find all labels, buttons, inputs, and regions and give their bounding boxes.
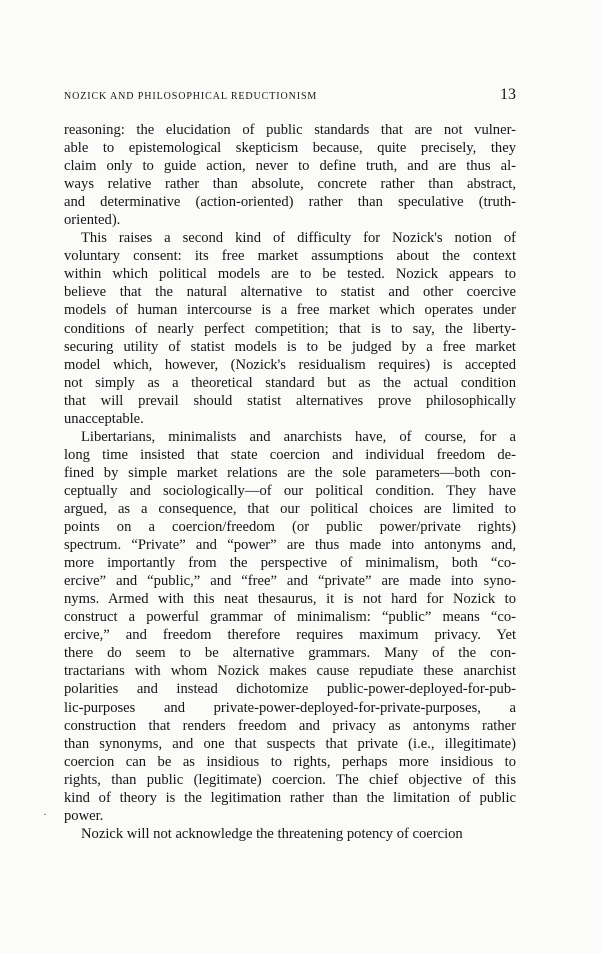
page-number: 13 [500, 86, 516, 103]
paragraph [64, 229, 516, 428]
text-line: model which, however, (Nozick's residualism requires) is accepted [64, 356, 516, 373]
text-line: ercive,” and freedom therefore requires maximum privacy. Yet [64, 627, 516, 644]
text-line: construction that renders freedom and privacy as antonyms rather [64, 717, 516, 734]
text-line: believe that the natural alternative to statist and other coercive [64, 284, 516, 301]
text-line: securing utility of statist models is to be judged by a free market [64, 338, 516, 355]
text-line: more importantly from the perspective of minimalism, both “co- [64, 555, 516, 572]
text-line: unacceptable. [64, 410, 144, 427]
text-line: power. [64, 807, 104, 824]
text-line: nyms. Armed with this neat thesaurus, it is not hard for Nozick to [64, 591, 516, 608]
text-line: coercion can be as insidious to rights, perhaps more insidious to [64, 753, 516, 770]
text-line: Libertarians, minimalists and anarchists have, of course, for a [81, 428, 516, 445]
text-line: models of human intercourse is a free market which operates under [64, 302, 516, 319]
text-line: and determinative (action-oriented) rather than speculative (truth- [64, 194, 516, 211]
running-head: NOZICK AND PHILOSOPHICAL REDUCTIONISM [64, 91, 318, 102]
text-line: spectrum. “Private” and “power” are thus made into antonyms and, [64, 537, 516, 554]
paragraph [64, 428, 516, 825]
text-line: construct a powerful grammar of minimalism: “public” means “co- [64, 609, 516, 626]
text-line: than synonyms, and one that suspects that private (i.e., illegitimate) [64, 735, 516, 752]
body-text [64, 121, 516, 843]
text-line: not simply as a theoretical standard but as the actual condition [64, 374, 516, 391]
text-line: ways relative rather than absolute, concrete rather than abstract, [64, 176, 516, 193]
text-line: lic-purposes and private-power-deployed-for-private-purposes, a [64, 699, 516, 716]
margin-mark: · [43, 807, 47, 821]
page-header [64, 86, 516, 104]
text-line: oriented). [64, 212, 121, 229]
text-line: polarities and instead dichotomize public-power-deployed-for-pub- [64, 681, 516, 698]
text-line: Nozick will not acknowledge the threatening potency of coercion [81, 825, 463, 842]
text-line: This raises a second kind of difficulty for Nozick's notion of [81, 230, 516, 247]
text-line: fined by simple market relations are the sole parameters—both con- [64, 464, 516, 481]
text-line: ercive” and “public,” and “free” and “private” are made into syno- [64, 573, 516, 590]
text-line: long time insisted that state coercion and individual freedom de- [64, 446, 516, 463]
text-line: argued, as a consequence, that our political choices are limited to [64, 500, 516, 517]
text-line: points on a coercion/freedom (or public power/private rights) [64, 519, 516, 536]
text-line: tractarians with whom Nozick makes cause repudiate these anarchist [64, 663, 516, 680]
text-line: conditions of nearly perfect competition; that is to say, the liberty- [64, 320, 516, 337]
text-line: reasoning: the elucidation of public standards that are not vulner- [64, 122, 516, 138]
paragraph [64, 121, 516, 229]
text-line: within which political models are to be tested. Nozick appears to [64, 266, 516, 283]
text-line: kind of theory is the legitimation rather than the limitation of public [64, 789, 516, 806]
text-line: claim only to guide action, never to define truth, and are thus al- [64, 158, 516, 175]
text-line: able to epistemological skepticism because, quite precisely, they [64, 140, 516, 157]
paragraph [64, 825, 516, 843]
text-line: voluntary consent: its free market assumptions about the context [64, 248, 516, 265]
text-line: there do seem to be alternative grammars. Many of the con- [64, 645, 516, 662]
text-line: ceptually and sociologically—of our political condition. They have [64, 482, 516, 499]
text-line: that will prevail should statist alternatives prove philosophically [64, 392, 516, 409]
text-line: rights, than public (legitimate) coercion. The chief objective of this [64, 771, 516, 788]
